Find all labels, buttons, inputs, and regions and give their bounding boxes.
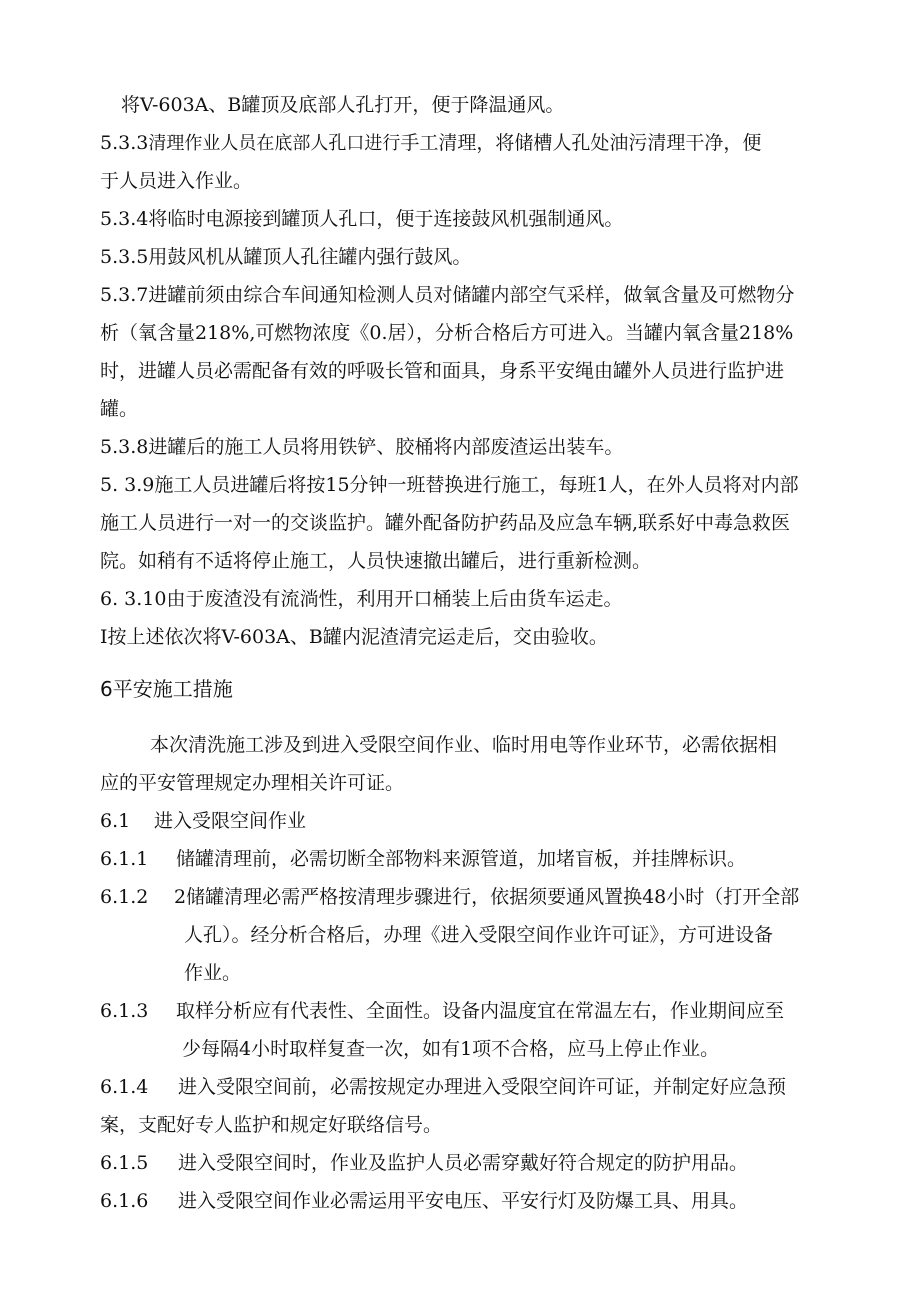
text-line: 本次清洗施工涉及到进入受限空间作业、临时用电等作业环节，必需依据相 [150,734,778,756]
item-number: 6.1.5 [100,1152,149,1174]
text-line: 少每隔4小时取样复查一次，如有1项不合格，应马上停止作业。 [182,1038,720,1060]
item-number: 6.1.6 [100,1190,149,1212]
section-number: 5.3.3 [100,132,149,154]
text-line: 施工人员进行一对一的交谈监护。罐外配备防护药品及应急车辆,联系好中毒急救医 [100,512,791,534]
item-text: 进入受限空间前，必需按规定办理进入受限空间许可证，并制定好应急预 [178,1076,787,1098]
body-text: 手工清理，将储槽人孔处油污清理干净，便 [400,132,762,154]
text-line: I按上述依次将V-603A、B罐内泥渣清完运走后，交由验收。 [100,626,608,648]
list-item [100,998,784,1024]
item-number: 6.1.2 [100,886,149,908]
item-text: 进入受限空间时，作业及监护人员必需穿戴好符合规定的防护用品。 [178,1152,749,1174]
text-line: 5.3.4将临时电源接到罐顶人孔口，便于连接鼓风机强制通风。 [100,208,624,230]
text-line: 5.3.5用鼓风机从罐顶人孔往罐内强行鼓风。 [100,246,472,268]
list-item [100,1150,748,1176]
emphasized-text: 清理作业人员在底部人孔口进行 [148,133,401,154]
list-item [100,808,306,834]
text-line: 6. 3.10由于废渣没有流淌性，利用开口桶装上后由货车运走。 [100,588,623,610]
text-line: 应的平安管理规定办理相关许可证。 [100,772,405,794]
text-line: 案，支配好专人监护和规定好联络信号。 [100,1114,443,1136]
list-item [100,846,746,872]
list-item [100,1074,786,1100]
text-line: 5. 3.9施工人员进罐后将按15分钟一班替换进行施工，每班1人，在外人员将对内部 [100,474,799,496]
text-line: 5.3.8进罐后的施工人员将用铁铲、胶桶将内部废渣运出装车。 [100,436,624,458]
text-line: 将V-603A、B罐顶及底部人孔打开，便于降温通风。 [121,94,565,116]
list-item [100,1188,748,1214]
item-text: 进入受限空间作业 [154,810,307,832]
text-line: 时，进罐人员必需配备有效的呼吸长管和面具，身系平安绳由罐外人员进行监护进 [100,360,785,382]
item-number: 6.1.3 [100,1000,149,1022]
text-line: 析（氧含量218%,可燃物浓度《0.居），分析合格后方可进入。当罐内氧含量218% [100,322,794,344]
text-line: 5.3.7进罐前须由综合车间通知检测人员对储罐内部空气采样，做氧含量及可燃物分 [100,284,795,306]
text-line: 作业。 [184,962,242,984]
item-text: 取样分析应有代表性、全面性。设备内温度宜在常温左右，作业期间应至 [176,1000,785,1022]
item-number: 6.1.4 [100,1076,149,1098]
item-text: 储罐清理前，必需切断全部物料来源管道，加堵盲板，并挂牌标识。 [176,848,747,870]
list-item [100,884,799,910]
item-number: 6.1.1 [100,848,149,870]
text-line: 人孔）。经分析合格后，办理《进入受限空间作业许可证》，方可进设备 [184,924,774,946]
text-line [100,130,761,157]
section-heading: 6平安施工措施 [100,677,233,701]
item-text: 2储罐清理必需严格按清理步骤进行，依据须要通风置换48小时（打开全部 [174,886,800,908]
item-number: 6.1 [100,810,131,832]
text-line: 罐。 [100,398,139,420]
text-line: 于人员进入作业。 [100,170,253,192]
item-text: 进入受限空间作业必需运用平安电压、平安行灯及防爆工具、用具。 [178,1190,749,1212]
text-line: 院。如稍有不适将停止施工，人员快速撤出罐后，进行重新检测。 [100,550,652,572]
